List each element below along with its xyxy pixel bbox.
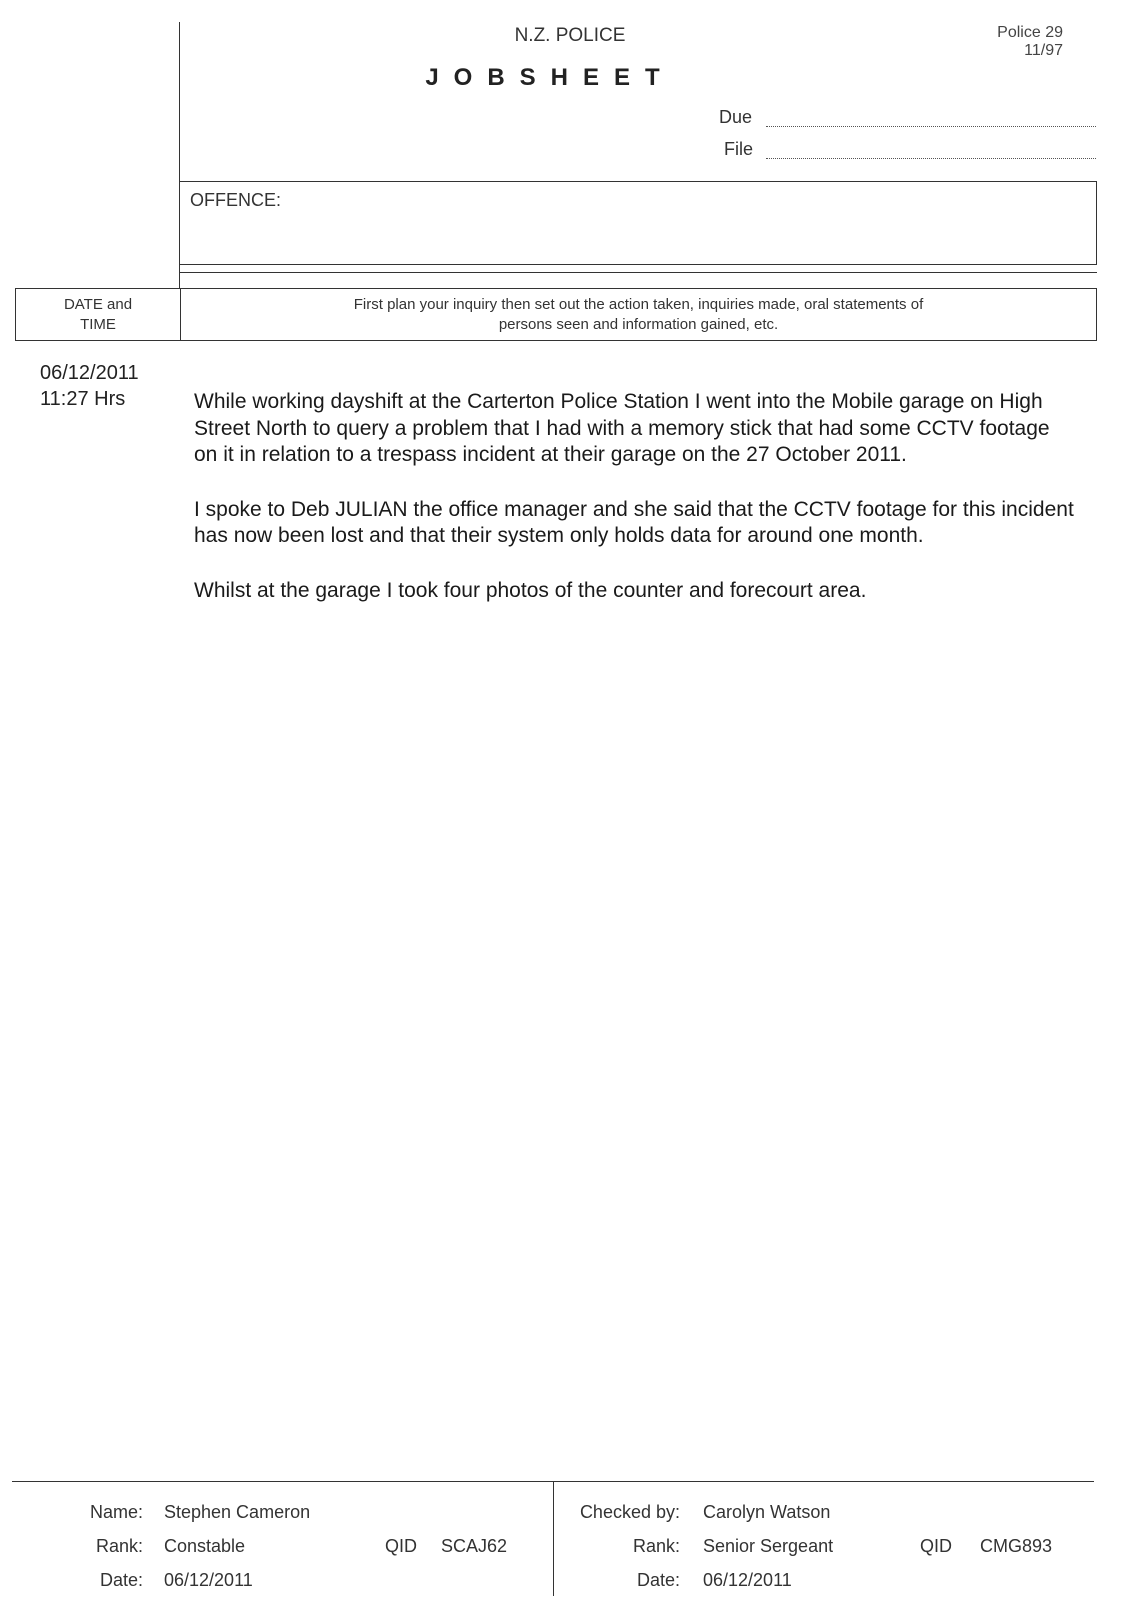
form-number: Police 29: [997, 24, 1063, 41]
form-number-block: [997, 24, 1063, 60]
checker-name: Carolyn Watson: [703, 1502, 831, 1522]
author-qid-label: QID: [385, 1536, 418, 1556]
checker-qid: CMG893: [980, 1536, 1053, 1556]
entry-date: 06/12/2011: [40, 362, 139, 384]
agency-name: N.Z. POLICE: [514, 25, 626, 46]
offence-label: OFFENCE:: [190, 190, 282, 210]
form-revision: 11/97: [1024, 42, 1063, 59]
due-label: Due: [719, 107, 753, 127]
instruction-column-header: [181, 289, 1096, 340]
checker-date: 06/12/2011: [703, 1570, 792, 1590]
author-date: 06/12/2011: [164, 1570, 253, 1590]
entry-paragraph: While working dayshift at the Carterton Police Station I went into the Mobile garage on High Street North to query a problem that I had with a memory stick that had some CCTV footage on it in relation to a trespass incident at their garage on the 27 October 2011.: [194, 390, 1050, 466]
page-title: JOBSHEET: [425, 64, 675, 91]
checker-qid-label: QID: [920, 1536, 953, 1556]
author-qid: SCAJ62: [441, 1536, 508, 1556]
date-time-column-header: [16, 289, 181, 340]
instruction-line1: First plan your inquiry then set out the action taken, inquiries made, oral statements of: [353, 295, 924, 313]
date-time-header-line2: TIME: [80, 315, 116, 333]
author-name-label: Name:: [89, 1502, 143, 1522]
checker-rank: Senior Sergeant: [703, 1536, 834, 1556]
author-date-label: Date:: [99, 1570, 143, 1590]
due-field[interactable]: [766, 126, 1096, 127]
file-label: File: [724, 139, 754, 159]
author-rank: Constable: [164, 1536, 246, 1556]
checker-rank-label: Rank:: [632, 1536, 680, 1556]
footer-column-divider: [553, 1481, 554, 1596]
author-rank-label: Rank:: [95, 1536, 143, 1556]
column-header-row: [15, 288, 1097, 341]
checker-date-label: Date:: [636, 1570, 680, 1590]
instruction-line2: persons seen and information gained, etc.: [498, 315, 779, 333]
file-field[interactable]: [766, 158, 1096, 159]
entry-time: 11:27 Hrs: [40, 388, 126, 410]
offence-box[interactable]: [179, 181, 1097, 265]
entry-paragraph: Whilst at the garage I took four photos of the counter and forecourt area.: [194, 578, 867, 602]
entry-paragraph: I spoke to Deb JULIAN the office manager and she said that the CCTV footage for this incident has now been lost and that their system only holds data for around one month.: [194, 497, 1074, 547]
offence-underline: [179, 272, 1097, 273]
entry-datetime: [40, 360, 139, 412]
date-time-header-line1: DATE and: [63, 295, 133, 313]
checked-by-label: Checked by:: [579, 1502, 680, 1522]
entry-narrative: [194, 389, 1074, 632]
author-name: Stephen Cameron: [164, 1502, 311, 1522]
